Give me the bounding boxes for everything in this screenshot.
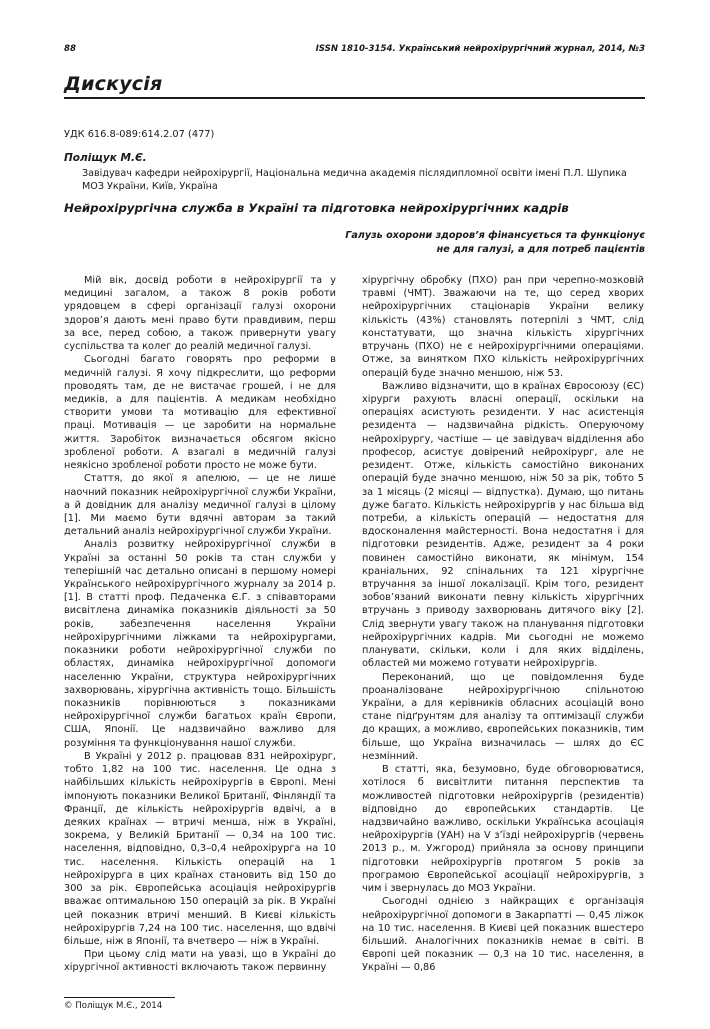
paragraph: Сьогодні багато говорять про реформи в медичній галузі. Я хочу підкреслити, що реформи проводять там, де не вистачає грошей, і не для медиків, а для пацієнтів. А медикам необхідно створити умови та мотивацію для ефективної праці. Мотивація — це заробити на нормальне життя. Заробіток визначається обсягом якісно зробленої роботи. А взагалі в медичній галузі неякісно зробленої роботи просто не може бути. bbox=[64, 354, 336, 472]
text-column-left bbox=[64, 274, 336, 975]
author-name: Поліщук М.Є. bbox=[64, 152, 147, 164]
footnote-rule bbox=[64, 997, 175, 998]
paragraph: Мій вік, досвід роботи в нейрохірургії та у медицині загалом, а також 8 років роботи урядовцем в сфері організації галузі охорони здоров’я дають мені право бути правдивим, перш за все, перед собою, а також привернути увагу суспільства та колег до реалій медичної галузі. bbox=[64, 275, 336, 353]
article-title: Нейрохірургічна служба в Україні та підготовка нейрохірургічних кадрів bbox=[64, 201, 569, 215]
paragraph: Важливо відзначити, що в країнах Євросоюзу (ЄС) хірурги рахують власні операції, оскільки на операціях асистують резиденти. У нас асистенція резидента — надзвичайна рідкість. Оперуючому нейрохірургу, частіше — це завідувач відділення або професор, асистує довірений нейрохірург, але не резидент. Отже, кількість самостійно виконаних операцій буде значно меншою, ніж 50 за рік, тобто 5 за 1 місяць (2 місяці — відпустка). Думаю, що питань дуже багато. Кількість нейрохірургів у нас більша від потреби, а кількість операцій — недостатня для вдосконалення майстерності. Вона недостатня і для підготовки резидентів. Адже, резидент за 4 роки повинен самостійно виконати, як мінімум, 154 краніальних, 92 спінальних та 121 хірургічне втручання за іншої локалізації. Крім того, резидент зобов’язаний виконати певну кількість хірургічних втручань з приводу захворювань дитячого віку [2]. Слід звернути увагу також на планування підготовки нейрохірургічних кадрів. Ми сьогодні не можемо планувати, скільки, коли і для яких відділень, областей ми можемо готувати нейрохірургів. bbox=[362, 380, 644, 670]
page-number: 88 bbox=[64, 44, 76, 54]
udc-code: УДК 616.8-089:614.2.07 (477) bbox=[64, 129, 215, 140]
copyright-footnote: © Поліщук М.Є., 2014 bbox=[64, 1001, 163, 1011]
paragraph: В статті, яка, безумовно, буде обговорюватися, хотілося б висвітлити питання перспектив та можливостей підготовки нейрохірургів (резидентів) відповідно до європейських стандартів. Це надзвичайно важливо, оскільки Українська асоціація нейрохірургів (УАН) на V з’їзді нейрохірургів (червень 2013 р., м. Ужгород) прийняла за основу принципи підготовки нейрохірургів протягом 5 років за програмою Європейської асоціації нейрохірургів, з чим і звернулась до МОЗ України. bbox=[362, 764, 644, 895]
paragraph: Сьогодні однією з найкращих є організація нейрохірургічної допомоги в Закарпатті — 0,45 ліжок на 10 тис. населення. В Києві цей показник вшестеро більший. Аналогічних показників немає в світі. В Європі цей показник — 0,3 на 10 тис. населення, в Україні — 0,86 bbox=[362, 896, 644, 974]
journal-title: ISSN 1810-3154. Український нейрохірургічний журнал, 2014, №3 bbox=[315, 44, 645, 54]
author-affiliation: Завідувач кафедри нейрохірургії, Національна медична академія післядипломної освіти імені П.Л. Шупика МОЗ України, Київ, Україна bbox=[82, 168, 627, 192]
paragraph: хірургічну обробку (ПХО) ран при черепно-мозковій травмі (ЧМТ). Зважаючи на те, що серед хворих нейрохірургічних стаціонарів України велику кількість (43%) становлять потерпілі з ЧМТ, слід констатувати, що значна кількість хірургічних втручань (ПХО) не є нейрохірургічними операціями. Отже, за винятком ПХО кількість нейрохірургічних операцій буде значно меншою, ніж 53. bbox=[362, 275, 644, 379]
paragraph: При цьому слід мати на увазі, що в Україні до хірургічної активності включають також первинну bbox=[64, 949, 336, 974]
text-column-right bbox=[362, 274, 644, 975]
section-rule bbox=[64, 97, 645, 99]
epigraph: Галузь охорони здоров’я фінансується та функціонує не для галузі, а для потреб пацієнтів bbox=[345, 230, 645, 255]
paragraph: Стаття, до якої я апелюю, — це не лише наочний показник нейрохірургічної служби України, а й довідник для аналізу медичної галузі в цілому [1]. Ми маємо бути вдячні авторам за такий детальний аналіз нейрохірургічної служби України. bbox=[64, 473, 336, 538]
section-title: Дискусія bbox=[64, 73, 163, 95]
paragraph: Переконаний, що це повідомлення буде проаналізоване нейрохірургічною спільнотою України, а для керівників обласних асоціацій воно стане підґрунтям для аналізу та оптимізації служби до кращих, а можливо, європейських показників, тим більше, що Україна визначилась — шлях до ЄС незмінний. bbox=[362, 671, 644, 762]
paragraph: В Україні у 2012 р. працював 831 нейрохірург, тобто 1,82 на 100 тис. населення. Це одна з найбільших кількість нейрохірургів в Європі. Мені імпонують показники Великої Британії, Фінляндії та Франції, де кількість нейрохірургів вдвічі, а в деяких країнах — втричі менша, ніж в Україні, зокрема, у Великій Британії — 0,34 на 100 тис. населення, відповідно, 0,3–0,4 нейрохірурга на 10 тис. населення. Кількість операцій на 1 нейрохірурга в цих країнах становить від 150 до 300 за рік. Європейська асоціація нейрохірургів вважає оптимальною 150 операцій за рік. В Україні цей показник втричі менший. В Києві кількість нейрохірургів 7,24 на 100 тис. населення, що вдвічі більше, ніж в Японії, та вчетверо — ніж в Україні. bbox=[64, 750, 336, 947]
paragraph: Аналіз розвитку нейрохірургічної служби в Україні за останні 50 років та стан служби у теперішній час детально описані в першому номері Українського нейрохірургічного журналу за 2014 р. [1]. В статті проф. Педаченка Є.Г. з співавторами висвітлена динаміка показників діяльності за 50 років, забезпечення населення України нейрохірургічними ліжками та нейрохірургами, показники роботи нейрохірургічної служби по областях, динаміка нейрохірургічної допомоги населенню України, структура нейрохірургічних захворювань, хірургічна активність тощо. Більшість показників порівнюються з показниками нейрохірургічної служби багатьох країн Європи, США, Японії. Це надзвичайно важливо для розуміння та функціонування нашої служби. bbox=[64, 539, 336, 749]
